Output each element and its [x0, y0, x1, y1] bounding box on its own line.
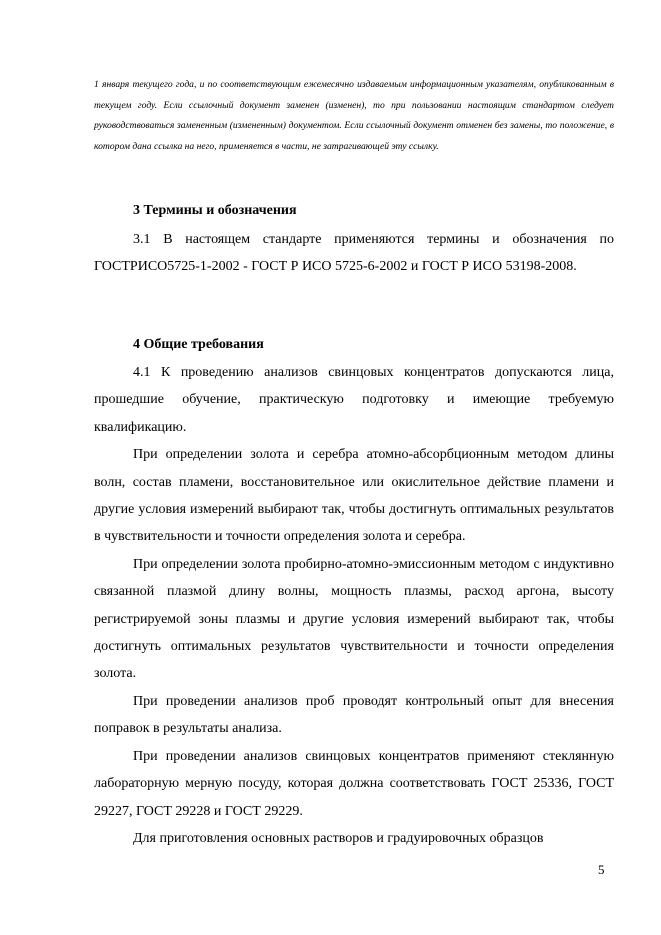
paragraph-solutions-preparation: Для приготовления основных растворов и градуировочных образцов	[133, 830, 544, 846]
page-number: 5	[598, 862, 605, 877]
paragraph-atomic-absorption: При определении золота и серебра атомно-абсорбционным методом длины волн, состав пламени, восстановительное или окислительное действие пламени и другие условия измерений выбирают так, чтобы достигнуть оптимальных результатов в чувствительности и точности определения золота и серебра.	[94, 447, 614, 545]
section-4-body	[94, 359, 614, 852]
paragraph-icp-emission: При определении золота пробирно-атомно-эмиссионным методом с индуктивно связанной плазмой длину волны, мощность плазмы, расход аргона, высоту регистрируемой зоны плазмы и другие условия измерений выбирают так, чтобы достигнуть оптимальных результатов чувствительности и точности определения золота.	[94, 556, 614, 682]
paragraph-3-1: 3.1 В настоящем стандарте применяются термины и обозначения по ГОСТРИСО5725-1-2002 - ГОСТ Р ИСО 5725-6-2002 и ГОСТ Р ИСО 53198-2008.	[94, 232, 614, 275]
paragraph-control-test: При проведении анализов проб проводят контрольный опыт для внесения поправок в результаты анализа.	[94, 693, 614, 737]
paragraph-glassware: При проведении анализов свинцовых концентратов применяют стеклянную лабораторную мерную посуду, которая должна соответствовать ГОСТ 25336, ГОСТ 29227, ГОСТ 29228 и ГОСТ 29229.	[94, 748, 614, 819]
section-3-heading: 3 Термины и обозначения	[133, 203, 297, 218]
paragraph-4-1: 4.1 К проведению анализов свинцовых концентратов допускаются лица, прошедшие обучение, практическую подготовку и имеющие требуемую квалификацию.	[94, 365, 614, 435]
section-4-heading: 4 Общие требования	[133, 337, 264, 352]
references-continuation-text: 1 января текущего года, и по соответствующим ежемесячно издаваемым информационным указателям, опубликованным в текущем году. Если ссылочный документ заменен (изменен), то при пользовании настоящим стандартом следует руководствоваться замененным (измененным) документом. Если ссылочный документ отменен без замены, то положение, в котором дана ссылка на него, применяется в части, не затрагивающей эту ссылку.	[94, 79, 614, 152]
section-3-body	[94, 226, 614, 281]
